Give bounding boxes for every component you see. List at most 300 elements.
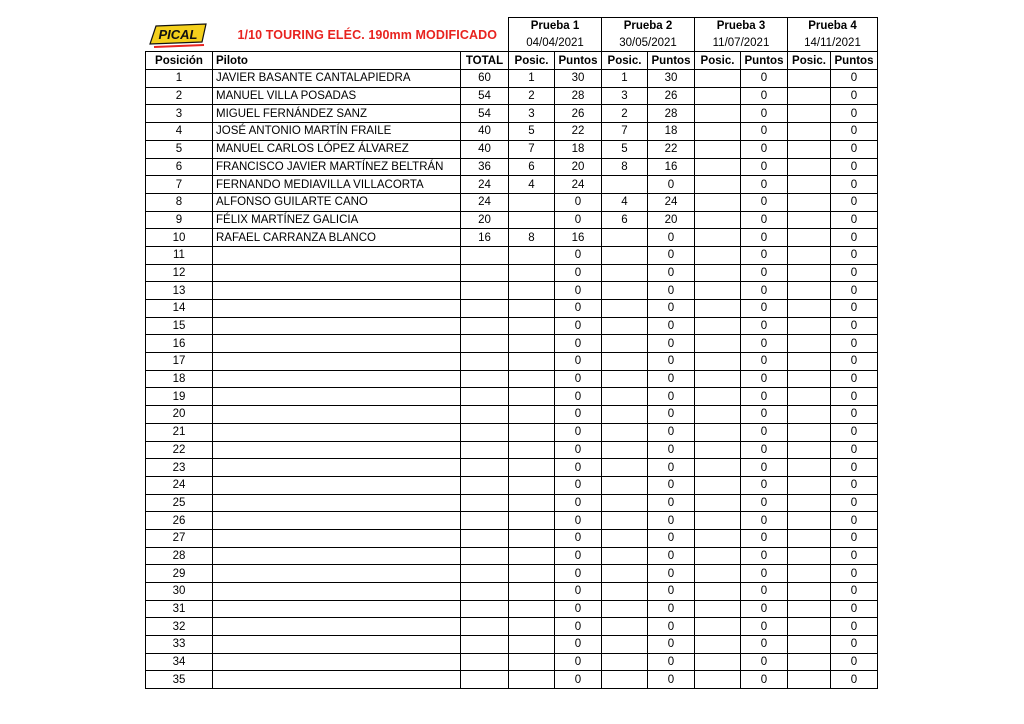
total-cell (461, 636, 509, 654)
round-3-puntos-cell: 0 (741, 512, 788, 530)
round-3-puntos-cell: 0 (741, 406, 788, 424)
round-4-puntos-cell: 0 (831, 618, 878, 636)
pilot-cell (213, 636, 461, 654)
pilot-cell (213, 300, 461, 318)
table-row (146, 335, 878, 353)
round-4-puntos-cell: 0 (831, 512, 878, 530)
round-3-posic-cell (695, 618, 741, 636)
round-1-posic-cell: 5 (509, 123, 555, 141)
round-4-posic-cell (788, 583, 831, 601)
table-row (146, 388, 878, 406)
table-row (146, 105, 878, 123)
round-3-label: Prueba 3 (695, 18, 788, 35)
round-3-puntos-cell: 0 (741, 70, 788, 88)
position-cell: 29 (146, 565, 213, 583)
logo-text: PICAL (158, 26, 197, 42)
round-4-posic-cell (788, 123, 831, 141)
round-3-puntos-cell: 0 (741, 565, 788, 583)
round-2-puntos-cell: 0 (648, 441, 695, 459)
round-2-puntos-cell: 0 (648, 547, 695, 565)
round-1-posic-cell (509, 671, 555, 689)
round-2-posic-cell (602, 423, 648, 441)
round-4-puntos-cell: 0 (831, 317, 878, 335)
round-4-puntos-cell: 0 (831, 565, 878, 583)
round-2-puntos-cell: 0 (648, 246, 695, 264)
round-4-puntos-cell: 0 (831, 300, 878, 318)
round-3-posic-cell (695, 600, 741, 618)
round-3-posic-cell (695, 406, 741, 424)
pilot-cell (213, 441, 461, 459)
round-1-puntos-cell: 0 (555, 583, 602, 601)
round-3-puntos-cell: 0 (741, 459, 788, 477)
total-cell (461, 370, 509, 388)
table-row (146, 600, 878, 618)
header-row-rounds (146, 18, 878, 35)
club-logo (146, 20, 210, 50)
table-row (146, 618, 878, 636)
pilot-cell (213, 264, 461, 282)
round-2-posic-cell: 1 (602, 70, 648, 88)
round-1-posic-cell (509, 476, 555, 494)
round-1-puntos-cell: 24 (555, 176, 602, 194)
position-cell: 35 (146, 671, 213, 689)
round-3-posic-cell (695, 229, 741, 247)
round-2-posic-cell (602, 547, 648, 565)
pilot-cell (213, 565, 461, 583)
round-3-posic-cell (695, 494, 741, 512)
position-cell: 16 (146, 335, 213, 353)
round-2-puntos-cell: 0 (648, 512, 695, 530)
round-3-puntos-cell: 0 (741, 583, 788, 601)
table-row (146, 494, 878, 512)
pilot-cell: JAVIER BASANTE CANTALAPIEDRA (213, 70, 461, 88)
round-2-puntos-cell: 16 (648, 158, 695, 176)
total-cell: 16 (461, 229, 509, 247)
position-cell: 24 (146, 476, 213, 494)
total-cell (461, 441, 509, 459)
table-row (146, 317, 878, 335)
round-2-puntos-cell: 0 (648, 583, 695, 601)
round-3-posic-cell (695, 300, 741, 318)
pilot-cell (213, 317, 461, 335)
position-cell: 14 (146, 300, 213, 318)
total-cell (461, 246, 509, 264)
round-4-puntos-cell: 0 (831, 123, 878, 141)
position-cell: 13 (146, 282, 213, 300)
round-4-posic-cell (788, 406, 831, 424)
position-cell: 20 (146, 406, 213, 424)
round-4-puntos-cell: 0 (831, 494, 878, 512)
table-row (146, 229, 878, 247)
round-4-posic-cell (788, 618, 831, 636)
round-1-puntos-cell: 0 (555, 193, 602, 211)
round-4-posic-cell (788, 246, 831, 264)
round-1-posic-cell (509, 653, 555, 671)
round-4-puntos-cell: 0 (831, 335, 878, 353)
round-1-puntos-cell: 0 (555, 370, 602, 388)
pilot-cell: MANUEL VILLA POSADAS (213, 87, 461, 105)
table-row (146, 70, 878, 88)
pilot-cell: RAFAEL CARRANZA BLANCO (213, 229, 461, 247)
pilot-cell (213, 388, 461, 406)
pilot-cell (213, 459, 461, 477)
round-2-posic-cell: 5 (602, 140, 648, 158)
round-3-posic-cell (695, 105, 741, 123)
round-3-posic-cell (695, 70, 741, 88)
total-cell: 36 (461, 158, 509, 176)
round-3-puntos-cell: 0 (741, 636, 788, 654)
round-4-posic-cell (788, 282, 831, 300)
round-2-posic-cell (602, 176, 648, 194)
round-3-posic-cell (695, 529, 741, 547)
round-1-posic-cell: 1 (509, 70, 555, 88)
round-2-posic-cell (602, 282, 648, 300)
round-3-posic-cell (695, 123, 741, 141)
competition-title: 1/10 TOURING ELÉC. 190mm MODIFICADO (237, 27, 498, 42)
round-4-posic-cell (788, 547, 831, 565)
round-3-puntos-cell: 0 (741, 388, 788, 406)
round-1-date: 04/04/2021 (509, 35, 602, 52)
total-cell (461, 264, 509, 282)
total-cell (461, 565, 509, 583)
round-4-puntos-cell: 0 (831, 158, 878, 176)
position-cell: 28 (146, 547, 213, 565)
round-2-posic-cell (602, 317, 648, 335)
round-2-puntos-cell: 22 (648, 140, 695, 158)
position-cell: 4 (146, 123, 213, 141)
round-1-puntos-cell: 20 (555, 158, 602, 176)
round-3-posic-cell (695, 246, 741, 264)
round-4-puntos-cell: 0 (831, 211, 878, 229)
pilot-cell (213, 476, 461, 494)
round-1-puntos-cell: 22 (555, 123, 602, 141)
position-cell: 30 (146, 583, 213, 601)
table-row (146, 512, 878, 530)
round-3-puntos-cell: 0 (741, 158, 788, 176)
round-3-posic-cell (695, 353, 741, 371)
round-3-puntos-cell: 0 (741, 105, 788, 123)
round-3-posic-cell (695, 653, 741, 671)
round-1-posic-cell (509, 353, 555, 371)
table-row (146, 459, 878, 477)
round-4-puntos-cell: 0 (831, 441, 878, 459)
col-r3-puntos: Puntos (741, 52, 788, 70)
table-row (146, 476, 878, 494)
round-2-puntos-cell: 0 (648, 600, 695, 618)
position-cell: 3 (146, 105, 213, 123)
round-4-puntos-cell: 0 (831, 406, 878, 424)
round-1-puntos-cell: 28 (555, 87, 602, 105)
round-1-puntos-cell: 0 (555, 211, 602, 229)
total-cell (461, 353, 509, 371)
table-row (146, 547, 878, 565)
round-3-puntos-cell: 0 (741, 653, 788, 671)
pilot-cell (213, 494, 461, 512)
round-3-posic-cell (695, 176, 741, 194)
round-3-posic-cell (695, 158, 741, 176)
table-row (146, 264, 878, 282)
round-4-puntos-cell: 0 (831, 70, 878, 88)
round-4-label: Prueba 4 (788, 18, 878, 35)
round-2-posic-cell (602, 335, 648, 353)
round-3-puntos-cell: 0 (741, 494, 788, 512)
round-1-puntos-cell: 0 (555, 512, 602, 530)
table-row (146, 565, 878, 583)
round-4-posic-cell (788, 158, 831, 176)
total-cell (461, 547, 509, 565)
round-4-puntos-cell: 0 (831, 459, 878, 477)
round-3-posic-cell (695, 423, 741, 441)
pilot-cell (213, 406, 461, 424)
col-pilot: Piloto (213, 52, 461, 70)
round-2-posic-cell (602, 459, 648, 477)
round-3-date: 11/07/2021 (695, 35, 788, 52)
round-2-posic-cell (602, 653, 648, 671)
pilot-cell (213, 529, 461, 547)
table-row (146, 140, 878, 158)
col-r2-posic: Posic. (602, 52, 648, 70)
round-2-posic-cell (602, 529, 648, 547)
round-4-posic-cell (788, 335, 831, 353)
table-row (146, 158, 878, 176)
total-cell (461, 618, 509, 636)
round-3-posic-cell (695, 512, 741, 530)
round-4-puntos-cell: 0 (831, 476, 878, 494)
round-1-posic-cell: 6 (509, 158, 555, 176)
position-cell: 18 (146, 370, 213, 388)
round-3-puntos-cell: 0 (741, 176, 788, 194)
round-2-posic-cell (602, 229, 648, 247)
pilot-cell (213, 512, 461, 530)
table-row (146, 423, 878, 441)
pilot-cell: ALFONSO GUILARTE CANO (213, 193, 461, 211)
position-cell: 27 (146, 529, 213, 547)
pilot-cell (213, 671, 461, 689)
round-1-puntos-cell: 0 (555, 565, 602, 583)
round-1-posic-cell: 2 (509, 87, 555, 105)
round-2-puntos-cell: 0 (648, 459, 695, 477)
round-2-posic-cell (602, 512, 648, 530)
round-3-posic-cell (695, 282, 741, 300)
table-row (146, 636, 878, 654)
round-3-puntos-cell: 0 (741, 123, 788, 141)
position-cell: 10 (146, 229, 213, 247)
round-2-date: 30/05/2021 (602, 35, 695, 52)
position-cell: 7 (146, 176, 213, 194)
table-row (146, 370, 878, 388)
round-4-posic-cell (788, 441, 831, 459)
round-1-puntos-cell: 0 (555, 529, 602, 547)
round-4-posic-cell (788, 512, 831, 530)
round-2-posic-cell (602, 494, 648, 512)
round-4-puntos-cell: 0 (831, 264, 878, 282)
round-1-puntos-cell: 16 (555, 229, 602, 247)
round-1-posic-cell (509, 264, 555, 282)
round-2-posic-cell (602, 370, 648, 388)
round-3-puntos-cell: 0 (741, 282, 788, 300)
table-row (146, 529, 878, 547)
round-4-puntos-cell: 0 (831, 353, 878, 371)
round-4-posic-cell (788, 423, 831, 441)
position-cell: 1 (146, 70, 213, 88)
round-3-puntos-cell: 0 (741, 423, 788, 441)
round-2-puntos-cell: 0 (648, 653, 695, 671)
round-4-puntos-cell: 0 (831, 370, 878, 388)
round-4-puntos-cell: 0 (831, 282, 878, 300)
round-1-posic-cell (509, 636, 555, 654)
round-1-posic-cell (509, 335, 555, 353)
table-row (146, 211, 878, 229)
round-2-puntos-cell: 0 (648, 353, 695, 371)
total-cell (461, 335, 509, 353)
position-cell: 26 (146, 512, 213, 530)
round-3-puntos-cell: 0 (741, 140, 788, 158)
total-cell: 20 (461, 211, 509, 229)
table-row (146, 193, 878, 211)
total-cell (461, 423, 509, 441)
round-3-puntos-cell: 0 (741, 547, 788, 565)
round-3-puntos-cell: 0 (741, 317, 788, 335)
round-3-puntos-cell: 0 (741, 335, 788, 353)
round-2-posic-cell (602, 671, 648, 689)
round-3-posic-cell (695, 671, 741, 689)
round-1-posic-cell (509, 317, 555, 335)
round-2-posic-cell (602, 600, 648, 618)
round-4-puntos-cell: 0 (831, 388, 878, 406)
round-4-puntos-cell: 0 (831, 176, 878, 194)
round-2-posic-cell: 8 (602, 158, 648, 176)
round-2-puntos-cell: 0 (648, 388, 695, 406)
position-cell: 5 (146, 140, 213, 158)
round-2-posic-cell: 2 (602, 105, 648, 123)
round-1-posic-cell (509, 600, 555, 618)
round-4-posic-cell (788, 317, 831, 335)
position-cell: 8 (146, 193, 213, 211)
round-1-label: Prueba 1 (509, 18, 602, 35)
round-2-puntos-cell: 0 (648, 494, 695, 512)
total-cell (461, 317, 509, 335)
round-4-puntos-cell: 0 (831, 193, 878, 211)
round-4-posic-cell (788, 105, 831, 123)
round-4-puntos-cell: 0 (831, 653, 878, 671)
round-1-posic-cell (509, 618, 555, 636)
round-2-posic-cell (602, 583, 648, 601)
round-4-posic-cell (788, 193, 831, 211)
round-2-posic-cell: 6 (602, 211, 648, 229)
total-cell (461, 300, 509, 318)
round-4-puntos-cell: 0 (831, 583, 878, 601)
round-2-puntos-cell: 0 (648, 317, 695, 335)
col-total: TOTAL (461, 52, 509, 70)
round-1-posic-cell (509, 193, 555, 211)
position-cell: 12 (146, 264, 213, 282)
round-4-puntos-cell: 0 (831, 547, 878, 565)
round-2-puntos-cell: 0 (648, 618, 695, 636)
position-cell: 31 (146, 600, 213, 618)
col-r1-posic: Posic. (509, 52, 555, 70)
table-row (146, 441, 878, 459)
round-3-puntos-cell: 0 (741, 370, 788, 388)
total-cell: 40 (461, 140, 509, 158)
title-cell (146, 18, 509, 52)
round-1-posic-cell: 3 (509, 105, 555, 123)
round-4-posic-cell (788, 229, 831, 247)
round-1-posic-cell (509, 211, 555, 229)
round-2-label: Prueba 2 (602, 18, 695, 35)
round-1-posic-cell (509, 246, 555, 264)
round-4-posic-cell (788, 370, 831, 388)
total-cell (461, 583, 509, 601)
round-3-puntos-cell: 0 (741, 87, 788, 105)
round-1-posic-cell (509, 459, 555, 477)
round-1-posic-cell (509, 423, 555, 441)
round-2-posic-cell (602, 300, 648, 318)
round-1-posic-cell: 4 (509, 176, 555, 194)
round-4-puntos-cell: 0 (831, 636, 878, 654)
position-cell: 17 (146, 353, 213, 371)
round-3-puntos-cell: 0 (741, 529, 788, 547)
round-1-posic-cell (509, 282, 555, 300)
round-3-posic-cell (695, 87, 741, 105)
round-3-posic-cell (695, 476, 741, 494)
round-2-posic-cell: 7 (602, 123, 648, 141)
round-2-puntos-cell: 0 (648, 282, 695, 300)
round-4-posic-cell (788, 565, 831, 583)
pilot-cell: MANUEL CARLOS LÓPEZ ÁLVAREZ (213, 140, 461, 158)
round-1-puntos-cell: 0 (555, 636, 602, 654)
round-3-posic-cell (695, 370, 741, 388)
round-3-posic-cell (695, 583, 741, 601)
round-1-posic-cell (509, 406, 555, 424)
round-3-puntos-cell: 0 (741, 264, 788, 282)
col-position: Posición (146, 52, 213, 70)
round-1-puntos-cell: 0 (555, 476, 602, 494)
total-cell (461, 494, 509, 512)
round-4-posic-cell (788, 300, 831, 318)
round-2-puntos-cell: 18 (648, 123, 695, 141)
round-1-puntos-cell: 0 (555, 547, 602, 565)
pilot-cell: FRANCISCO JAVIER MARTÍNEZ BELTRÁN (213, 158, 461, 176)
table-row (146, 583, 878, 601)
round-1-puntos-cell: 0 (555, 353, 602, 371)
pilot-cell: MIGUEL FERNÁNDEZ SANZ (213, 105, 461, 123)
table-row (146, 300, 878, 318)
round-1-puntos-cell: 0 (555, 335, 602, 353)
position-cell: 25 (146, 494, 213, 512)
round-2-posic-cell (602, 246, 648, 264)
round-2-posic-cell: 4 (602, 193, 648, 211)
round-4-puntos-cell: 0 (831, 87, 878, 105)
round-1-posic-cell (509, 388, 555, 406)
pilot-cell (213, 618, 461, 636)
round-1-posic-cell (509, 583, 555, 601)
round-1-posic-cell (509, 529, 555, 547)
round-2-puntos-cell: 26 (648, 87, 695, 105)
round-2-puntos-cell: 30 (648, 70, 695, 88)
position-cell: 32 (146, 618, 213, 636)
position-cell: 2 (146, 87, 213, 105)
col-r4-puntos: Puntos (831, 52, 878, 70)
round-2-posic-cell (602, 618, 648, 636)
total-cell (461, 282, 509, 300)
round-3-posic-cell (695, 140, 741, 158)
total-cell (461, 529, 509, 547)
round-1-posic-cell (509, 547, 555, 565)
pilot-cell: JOSÉ ANTONIO MARTÍN FRAILE (213, 123, 461, 141)
total-cell (461, 406, 509, 424)
round-4-posic-cell (788, 636, 831, 654)
round-2-puntos-cell: 0 (648, 671, 695, 689)
